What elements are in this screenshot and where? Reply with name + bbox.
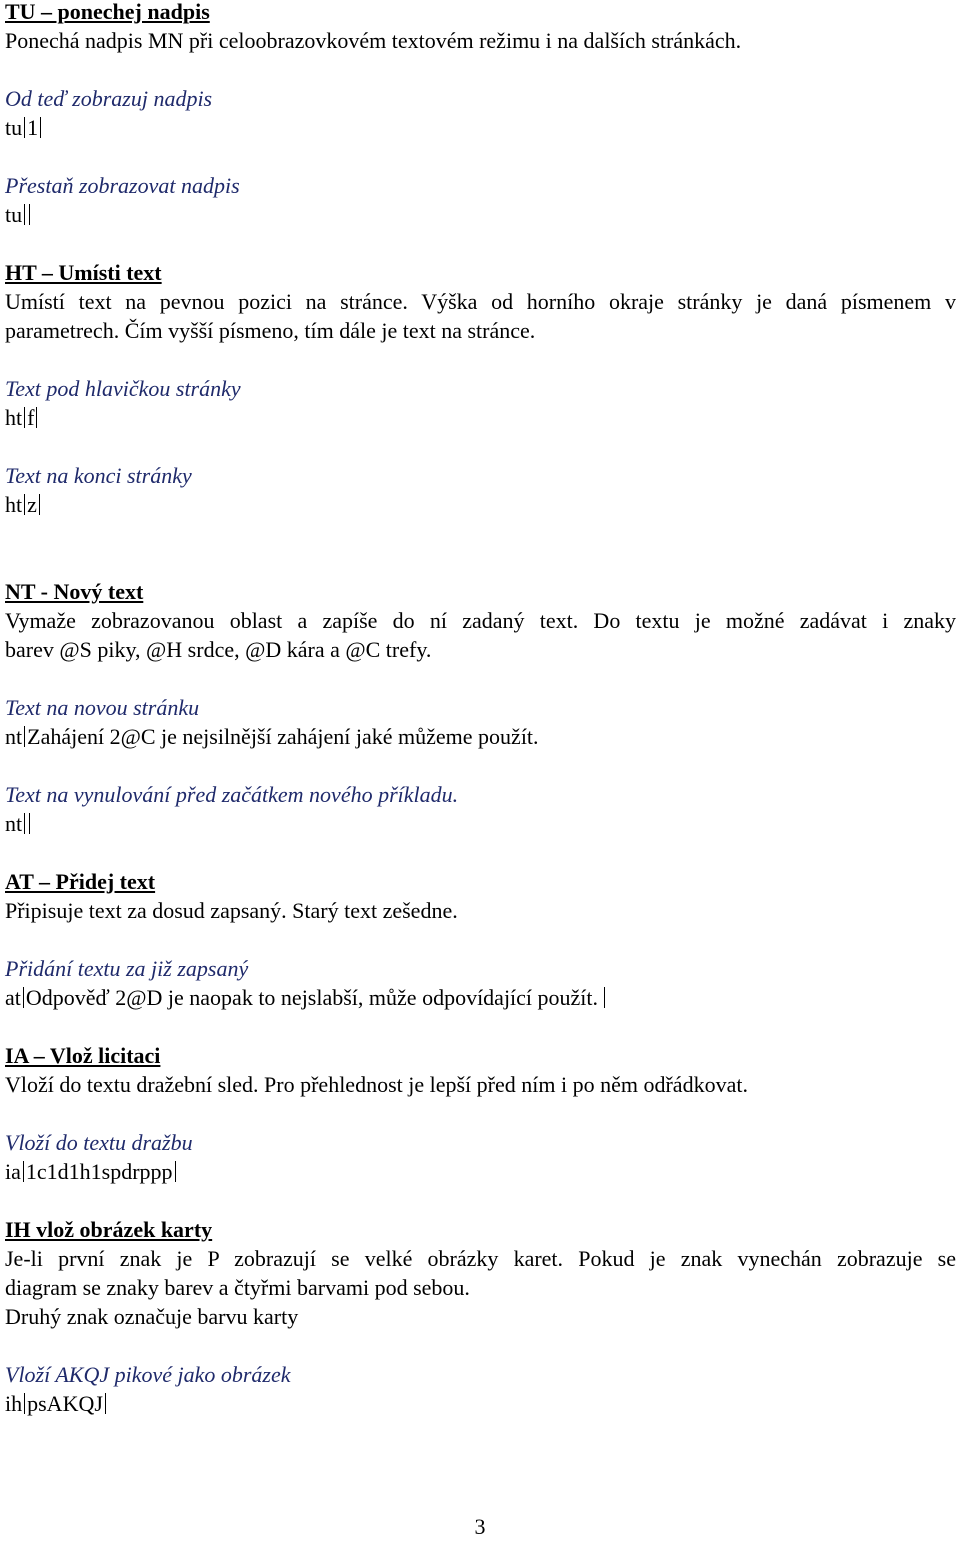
body-text: Umístí text na pevnou pozici na stránce. Výška od horního okraje stránky je daná písmenem v xyxy=(5,289,956,314)
code-line: nt xyxy=(5,809,956,838)
section-heading-ht: HT – Umísti text xyxy=(5,260,162,285)
example-caption: Vloží AKQJ pikové jako obrázek xyxy=(5,1362,291,1387)
body-text: Vloží do textu dražební sled. Pro přehlednost je lepší před ním i po něm odřádkovat. xyxy=(5,1072,748,1097)
example-caption: Od teď zobrazuj nadpis xyxy=(5,86,213,111)
example-caption: Text na vynulování před začátkem nového příkladu. xyxy=(5,782,459,807)
section-heading-at: AT – Přidej text xyxy=(5,869,156,894)
body-text: Druhý znak označuje barvu karty xyxy=(5,1304,299,1329)
body-text: Připisuje text za dosud zapsaný. Starý text zešedne. xyxy=(5,898,458,923)
code-line: at Odpověď 2@D je naopak to nejslabší, může odpovídající použít. xyxy=(5,983,956,1012)
example-caption: Text na novou stránku xyxy=(5,695,200,720)
body-text: barev @S piky, @H srdce, @D kára a @C trefy. xyxy=(5,637,432,662)
code-line: tu 1 xyxy=(5,113,956,142)
section-heading-tu: TU – ponechej nadpis xyxy=(5,0,210,24)
body-text: Je-li první znak je P zobrazují se velké obrázky karet. Pokud je znak vynechán zobrazuje se xyxy=(5,1246,956,1271)
body-text: parametrech. Čím vyšší písmeno, tím dále je text na stránce. xyxy=(5,318,536,343)
code-line: ih psAKQJ xyxy=(5,1389,956,1418)
code-line: ht z xyxy=(5,490,956,519)
example-caption: Text na konci stránky xyxy=(5,463,192,488)
body-text: diagram se znaky barev a čtyřmi barvami pod sebou. xyxy=(5,1275,470,1300)
page-number: 3 xyxy=(474,1514,486,1539)
section-heading-ih: IH vlož obrázek karty xyxy=(5,1217,213,1242)
code-line: tu xyxy=(5,200,956,229)
code-line: ht f xyxy=(5,403,956,432)
example-caption: Přidání textu za již zapsaný xyxy=(5,956,249,981)
section-heading-nt: NT - Nový text xyxy=(5,579,144,604)
example-caption: Text pod hlavičkou stránky xyxy=(5,376,241,401)
example-caption: Vloží do textu dražbu xyxy=(5,1130,193,1155)
body-text: Vymaže zobrazovanou oblast a zapíše do ní zadaný text. Do textu je možné zadávat i znaky xyxy=(5,608,956,633)
code-line: ia 1c1d1h1spdrppp xyxy=(5,1157,956,1186)
section-heading-ia: IA – Vlož licitaci xyxy=(5,1043,161,1068)
body-text: Ponechá nadpis MN při celoobrazovkovém textovém režimu i na dalších stránkách. xyxy=(5,28,742,53)
code-line: nt Zahájení 2@C je nejsilnější zahájení jaké můžeme použít. xyxy=(5,724,539,749)
example-caption: Přestaň zobrazovat nadpis xyxy=(5,173,240,198)
